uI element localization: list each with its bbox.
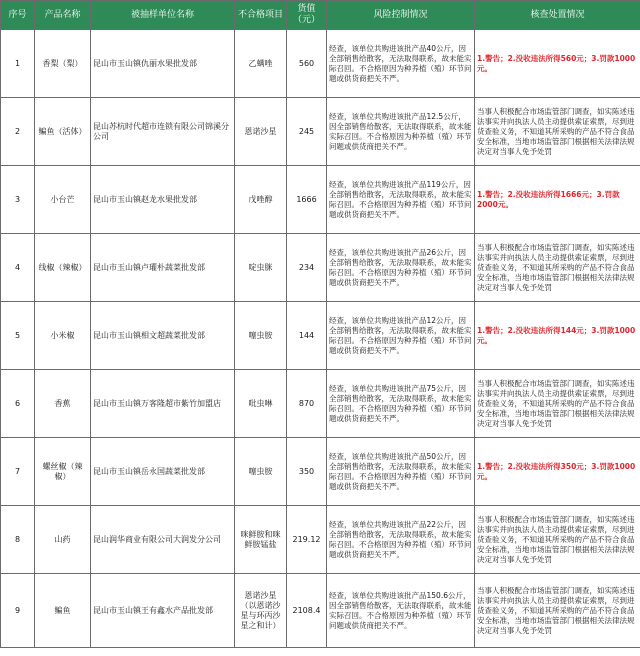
table-row [1, 166, 640, 234]
product-cell: 小米椒 [35, 302, 91, 370]
table-row [1, 30, 640, 98]
unit-cell: 昆山市玉山镇岳永国蔬菜批发部 [91, 438, 235, 506]
unit-cell: 昆山润华商业有限公司大润发分公司 [91, 506, 235, 574]
table-row [1, 506, 640, 574]
table-row [1, 438, 640, 506]
risk-cell: 经查，该单位共购进该批产品26公斤，因全部销售给散客，无法取得联系，故未能实际召回。不合格原因为种养植（殖）环节问题或供货商把关不严。 [327, 234, 475, 302]
value-cell: 1666 [287, 166, 327, 234]
result-cell: 当事人积极配合市场监管部门调查，如实陈述违法事实并向执法人员主动提供索证索票，尽到进货查验义务，不知道其所采购的产品不符合食品安全标准，当地市场监管部门根据相关法律法规决定对当事人免予处罚 [475, 574, 640, 648]
unit-cell: 昆山市玉山镇卢瓘朴蔬菜批发部 [91, 234, 235, 302]
unit-cell: 昆山市玉山镇王有鑫水产品批发部 [91, 574, 235, 648]
header-product: 产品名称 [35, 1, 91, 30]
unit-cell: 昆山市玉山镇赵龙水果批发部 [91, 166, 235, 234]
unit-cell: 昆山市玉山镇相文超蔬菜批发部 [91, 302, 235, 370]
result-cell: 当事人积极配合市场监管部门调查，如实陈述违法事实并向执法人员主动提供索证索票，尽到进货查验义务，不知道其所采购的产品不符合食品安全标准，当地市场监管部门根据相关法律法规决定对当事人免予处罚 [475, 506, 640, 574]
seq-cell: 2 [1, 98, 35, 166]
header-item: 不合格项目 [235, 1, 287, 30]
product-cell: 线椒（辣椒） [35, 234, 91, 302]
product-cell: 鳊鱼 [35, 574, 91, 648]
value-cell: 560 [287, 30, 327, 98]
value-cell: 234 [287, 234, 327, 302]
product-cell: 香梨（梨） [35, 30, 91, 98]
seq-cell: 7 [1, 438, 35, 506]
unit-cell: 昆山市玉山镇万客隆超市紫竹加盟店 [91, 370, 235, 438]
product-cell: 鳊鱼（活体） [35, 98, 91, 166]
risk-cell: 经查，该单位共购进该批产品22公斤，因全部销售给散客，无法取得联系，故未能实际召回。不合格原因为种养植（殖）环节问题或供货商把关不严。 [327, 506, 475, 574]
result-cell: 1.警告；2.没收违法所得1666元；3.罚款2000元。 [475, 166, 640, 234]
header-seq: 序号 [1, 1, 35, 30]
result-cell: 当事人积极配合市场监管部门调查，如实陈述违法事实并向执法人员主动提供索证索票，尽到进货查验义务，不知道其所采购的产品不符合食品安全标准，当地市场监管部门根据相关法律法规决定对当事人免予处罚 [475, 98, 640, 166]
risk-cell: 经查，该单位共购进该批产品40公斤，因全部销售给散客，无法取得联系，故未能实际召回。不合格原因为种养植（殖）环节问题或供货商把关不严。 [327, 30, 475, 98]
value-cell: 350 [287, 438, 327, 506]
result-cell: 1.警告；2.没收违法所得560元；3.罚款1000元。 [475, 30, 640, 98]
table-row [1, 234, 640, 302]
seq-cell: 6 [1, 370, 35, 438]
result-cell: 当事人积极配合市场监管部门调查，如实陈述违法事实并向执法人员主动提供索证索票，尽到进货查验义务，不知道其所采购的产品不符合食品安全标准，当地市场监管部门根据相关法律法规决定对当事人免予处罚 [475, 370, 640, 438]
seq-cell: 4 [1, 234, 35, 302]
result-cell: 1.警告；2.没收违法所得350元；3.罚款1000元。 [475, 438, 640, 506]
risk-cell: 经查，该单位共购进该批产品119公斤，因全部销售给散客，无法取得联系，故未能实际召回。不合格原因为种养植（殖）环节问题或供货商把关不严。 [327, 166, 475, 234]
table-row [1, 574, 640, 648]
header-unit: 被抽样单位名称 [91, 1, 235, 30]
item-cell: 恩诺沙星 [235, 98, 287, 166]
risk-cell: 经查，该单位共购进该批产品50公斤，因全部销售给散客，无法取得联系，故未能实际召回。不合格原因为种养植（殖）环节问题或供货商把关不严。 [327, 438, 475, 506]
item-cell: 吡虫啉 [235, 370, 287, 438]
value-cell: 870 [287, 370, 327, 438]
item-cell: 啶虫脒 [235, 234, 287, 302]
table-row [1, 302, 640, 370]
seq-cell: 1 [1, 30, 35, 98]
product-cell: 螺丝椒（辣椒） [35, 438, 91, 506]
header-result: 核查处置情况 [475, 1, 640, 30]
item-cell: 噻虫胺 [235, 302, 287, 370]
item-cell: 咪鲜胺和咪鲜胺锰盐 [235, 506, 287, 574]
risk-cell: 经查，该单位共购进该批产品75公斤，因全部销售给散客，无法取得联系，故未能实际召回。不合格原因为种养植（殖）环节问题或供货商把关不严。 [327, 370, 475, 438]
table-row [1, 98, 640, 166]
unit-cell: 昆山苏杭时代超市连锁有限公司锦溪分公司 [91, 98, 235, 166]
seq-cell: 8 [1, 506, 35, 574]
value-cell: 144 [287, 302, 327, 370]
table-row [1, 370, 640, 438]
product-cell: 山药 [35, 506, 91, 574]
header-value: 货值（元） [287, 1, 327, 30]
risk-cell: 经查，该单位共购进该批产品12.5公斤，因全部销售给散客，无法取得联系，故未能实际召回。不合格原因为种养植（殖）环节问题或供货商把关不严。 [327, 98, 475, 166]
item-cell: 噻虫胺 [235, 438, 287, 506]
risk-cell: 经查，该单位共购进该批产品12公斤，因全部销售给散客，无法取得联系，故未能实际召回。不合格原因为种养植（殖）环节问题或供货商把关不严。 [327, 302, 475, 370]
result-cell: 当事人积极配合市场监管部门调查，如实陈述违法事实并向执法人员主动提供索证索票，尽到进货查验义务，不知道其所采购的产品不符合食品安全标准，当地市场监管部门根据相关法律法规决定对当事人免予处罚 [475, 234, 640, 302]
seq-cell: 5 [1, 302, 35, 370]
value-cell: 219.12 [287, 506, 327, 574]
seq-cell: 3 [1, 166, 35, 234]
product-cell: 小台芒 [35, 166, 91, 234]
value-cell: 245 [287, 98, 327, 166]
item-cell: 乙螨唑 [235, 30, 287, 98]
unit-cell: 昆山市玉山镇仇丽水果批发部 [91, 30, 235, 98]
risk-cell: 经查，该单位共购进该批产品150.6公斤，因全部销售给散客，无法取得联系，故未能实际召回。不合格原因为种养植（殖）环节问题或供货商把关不严。 [327, 574, 475, 648]
value-cell: 2108.4 [287, 574, 327, 648]
header-risk: 风险控制情况 [327, 1, 475, 30]
table-header-row [1, 1, 640, 30]
product-cell: 香蕉 [35, 370, 91, 438]
seq-cell: 9 [1, 574, 35, 648]
result-cell: 1.警告；2.没收违法所得144元；3.罚款1000元。 [475, 302, 640, 370]
item-cell: 恩诺沙星（以恩诺沙星与环丙沙星之和计） [235, 574, 287, 648]
item-cell: 戊唑醇 [235, 166, 287, 234]
